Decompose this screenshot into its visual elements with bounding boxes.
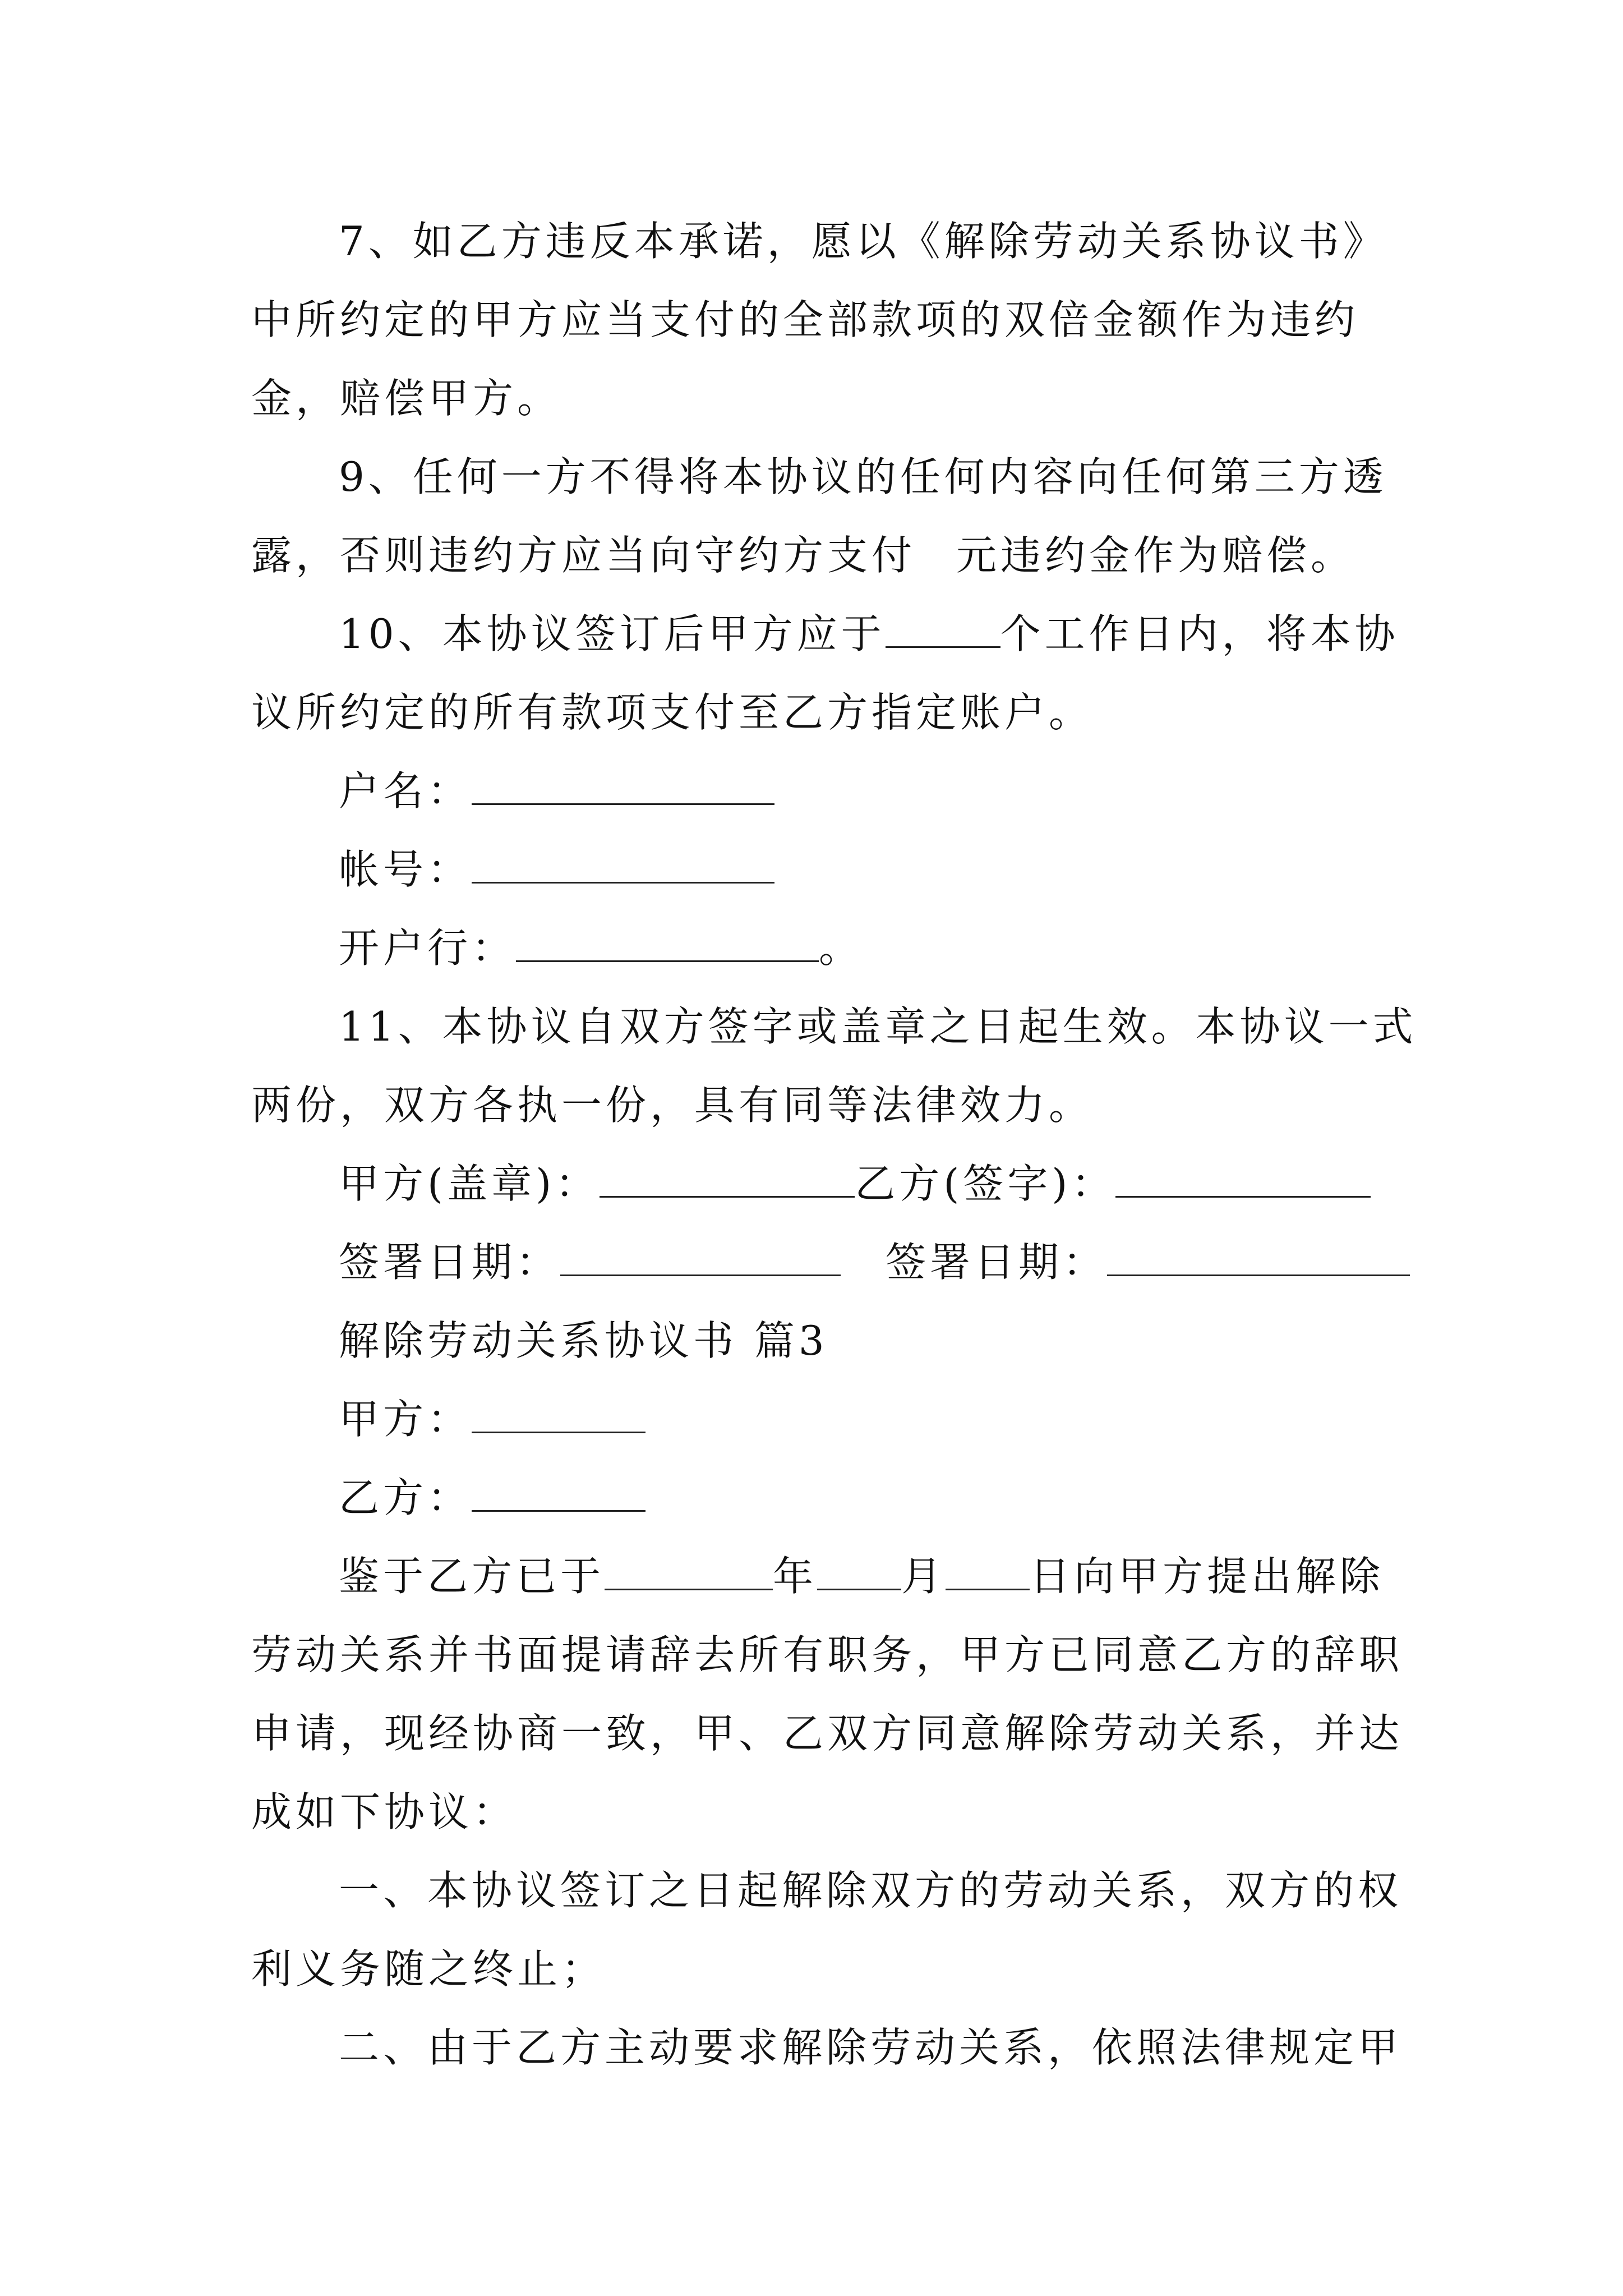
label: 开户行： <box>339 924 517 972</box>
blank-date-b <box>1107 1235 1410 1276</box>
preamble-line-3 <box>251 1705 1403 1761</box>
blank-party-b-signature <box>1115 1157 1371 1198</box>
signature-row <box>339 1156 1371 1212</box>
label: 帐号： <box>339 846 472 893</box>
text: 。 <box>819 924 864 972</box>
clause-1-line-2 <box>251 1941 606 1997</box>
blank-account-name <box>472 764 774 805</box>
account-name-row <box>339 763 774 819</box>
paragraph-10-line-1 <box>339 606 1399 662</box>
label: 签署日期： <box>886 1239 1108 1286</box>
blank-date-a <box>560 1235 841 1276</box>
paragraph-10-line-2 <box>251 684 1093 740</box>
blank-month <box>817 1549 901 1590</box>
blank-party-b <box>472 1471 645 1512</box>
text: 两份，双方各执一份，具有同等法律效力。 <box>251 1082 1094 1129</box>
paragraph-11-line-2 <box>251 1077 1093 1133</box>
text: 申请，现经协商一致，甲、乙双方同意解除劳动关系，并达 <box>251 1710 1404 1757</box>
text: 11、本协议自双方签字或盖章之日起生效。本协议一式 <box>339 1003 1417 1050</box>
text: 利义务随之终止； <box>251 1945 606 1993</box>
preamble-line-2 <box>251 1627 1403 1683</box>
date-row <box>339 1234 1410 1290</box>
text: 10、本协议签订后甲方应于 <box>339 610 886 657</box>
party-b-row <box>339 1470 645 1526</box>
label: 乙方(签字)： <box>855 1160 1116 1207</box>
bank-row <box>339 920 863 976</box>
text: 日向甲方提出解除 <box>1030 1553 1385 1600</box>
paragraph-11-line-1 <box>339 999 1417 1055</box>
blank-year <box>605 1549 773 1590</box>
preamble-line-4 <box>251 1784 517 1840</box>
text: 中所约定的甲方应当支付的全部款项的双倍金额作为违约 <box>251 296 1359 343</box>
blank-day <box>946 1549 1030 1590</box>
label: 签署日期： <box>339 1239 561 1286</box>
paragraph-7-line-3 <box>251 370 561 426</box>
text: 月 <box>901 1553 946 1600</box>
text: 成如下协议： <box>251 1788 518 1835</box>
section-title <box>339 1313 828 1369</box>
label: 甲方(盖章)： <box>339 1160 600 1207</box>
clause-2-line-1 <box>339 2019 1402 2076</box>
paragraph-9-line-1 <box>339 449 1387 505</box>
text: 元违约金作为赔偿。 <box>956 532 1355 579</box>
preamble-line-1 <box>339 1548 1384 1604</box>
party-a-row <box>339 1391 645 1447</box>
blank-workdays <box>886 607 1000 648</box>
clause-1-line-1 <box>339 1862 1402 1918</box>
text: 金，赔偿甲方。 <box>251 375 562 422</box>
paragraph-9-line-2 <box>251 527 1355 583</box>
text: 个工作日内，将本协 <box>1000 610 1399 657</box>
text: 7、如乙方违反本承诺，愿以《解除劳动关系协议书》 <box>339 218 1387 265</box>
text: 9、任何一方不得将本协议的任何内容向任何第三方透 <box>339 453 1387 500</box>
blank-account-number <box>472 843 774 884</box>
text: 鉴于乙方已于 <box>339 1553 605 1600</box>
label: 乙方： <box>339 1474 472 1521</box>
text: 解除劳动关系协议书 篇3 <box>339 1317 828 1364</box>
blank-party-a-seal <box>600 1157 855 1198</box>
label: 甲方： <box>339 1396 472 1443</box>
text: 年 <box>773 1553 818 1600</box>
label: 户名： <box>339 767 472 815</box>
text: 二、由于乙方主动要求解除劳动关系，依照法律规定甲 <box>339 2024 1403 2071</box>
account-number-row <box>339 841 774 898</box>
text: 劳动关系并书面提请辞去所有职务，甲方已同意乙方的辞职 <box>251 1631 1404 1678</box>
paragraph-7-line-1 <box>339 213 1387 269</box>
text: 露，否则违约方应当向守约方支付 <box>251 532 916 579</box>
paragraph-7-line-2 <box>251 292 1359 348</box>
text: 议所约定的所有款项支付至乙方指定账户。 <box>251 689 1094 736</box>
text: 一、本协议签订之日起解除双方的劳动关系，双方的权 <box>339 1867 1403 1914</box>
blank-bank <box>516 921 819 962</box>
blank-party-a <box>472 1392 645 1433</box>
